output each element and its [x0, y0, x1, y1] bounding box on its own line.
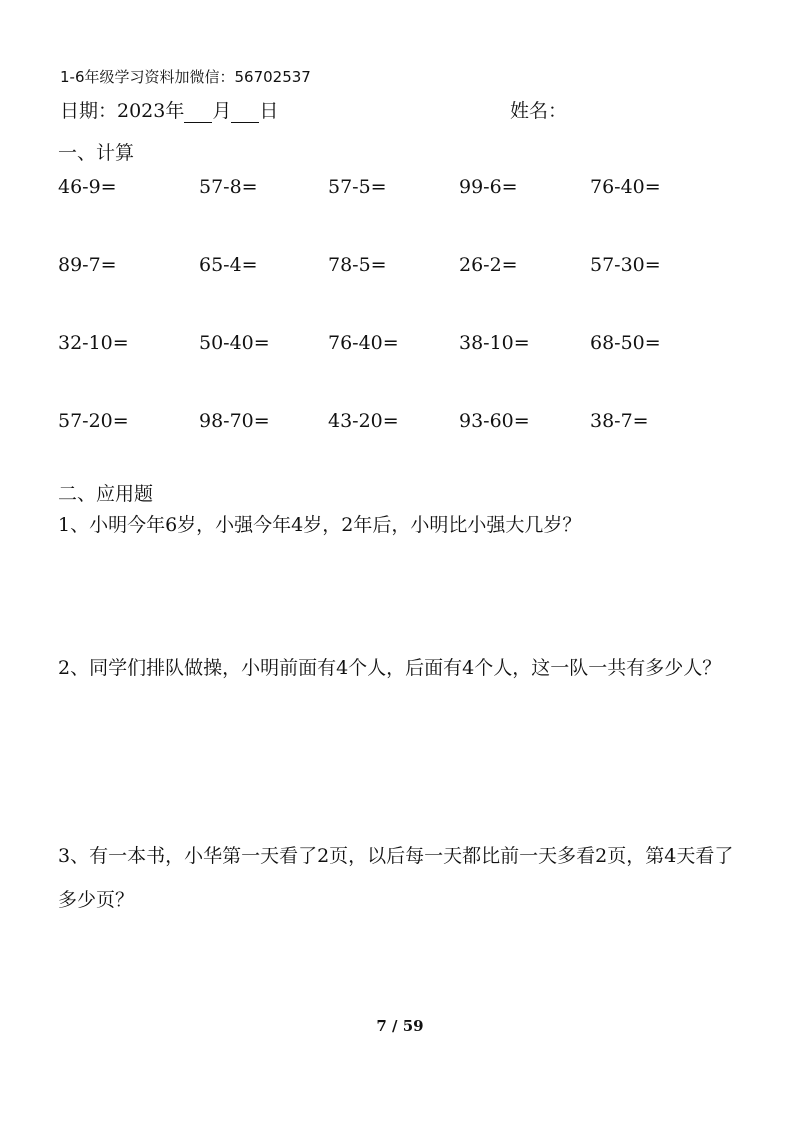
- date-month: 月: [212, 100, 232, 122]
- problem-r4-c5: 38-7=: [590, 410, 649, 432]
- problem-r2-c5: 57-30=: [590, 254, 661, 276]
- problem-r3-c1: 32-10=: [58, 332, 129, 354]
- problem-r3-c2: 50-40=: [199, 332, 270, 354]
- problem-r3-c4: 38-10=: [459, 332, 530, 354]
- problem-r4-c3: 43-20=: [328, 410, 399, 432]
- problem-r1-c1: 46-9=: [58, 176, 117, 198]
- name-label: 姓名：: [510, 100, 568, 122]
- problem-r2-c3: 78-5=: [328, 254, 387, 276]
- header-note: 1-6年级学习资料加微信：56702537: [60, 68, 311, 86]
- date-day: 日: [259, 100, 279, 122]
- date-prefix: 日期：2023年: [60, 100, 185, 122]
- problem-r2-c1: 89-7=: [58, 254, 117, 276]
- problem-r1-c3: 57-5=: [328, 176, 387, 198]
- page-number: 7 / 59: [376, 1017, 424, 1035]
- problem-r1-c5: 76-40=: [590, 176, 661, 198]
- date-line: [60, 96, 278, 123]
- problem-r4-c2: 98-70=: [199, 410, 270, 432]
- problem-r4-c1: 57-20=: [58, 410, 129, 432]
- word-problem-2: 2、同学们排队做操，小明前面有4个人，后面有4个人，这一队一共有多少人？: [58, 657, 722, 679]
- problem-r3-c3: 76-40=: [328, 332, 399, 354]
- day-blank: [231, 102, 259, 123]
- section-title-word-problems: 二、应用题: [58, 483, 154, 505]
- problem-r1-c2: 57-8=: [199, 176, 258, 198]
- problem-r1-c4: 99-6=: [459, 176, 518, 198]
- month-blank: [184, 102, 212, 123]
- word-problem-3: 3、有一本书，小华第一天看了2页，以后每一天都比前一天多看2页，第4天看了多少页？: [58, 845, 734, 911]
- problem-r3-c5: 68-50=: [590, 332, 661, 354]
- problem-r2-c2: 65-4=: [199, 254, 258, 276]
- word-problem-1: 1、小明今年6岁，小强今年4岁，2年后，小明比小强大几岁？: [58, 514, 582, 536]
- problem-r2-c4: 26-2=: [459, 254, 518, 276]
- problem-r4-c4: 93-60=: [459, 410, 530, 432]
- section-title-calculation: 一、计算: [58, 142, 135, 164]
